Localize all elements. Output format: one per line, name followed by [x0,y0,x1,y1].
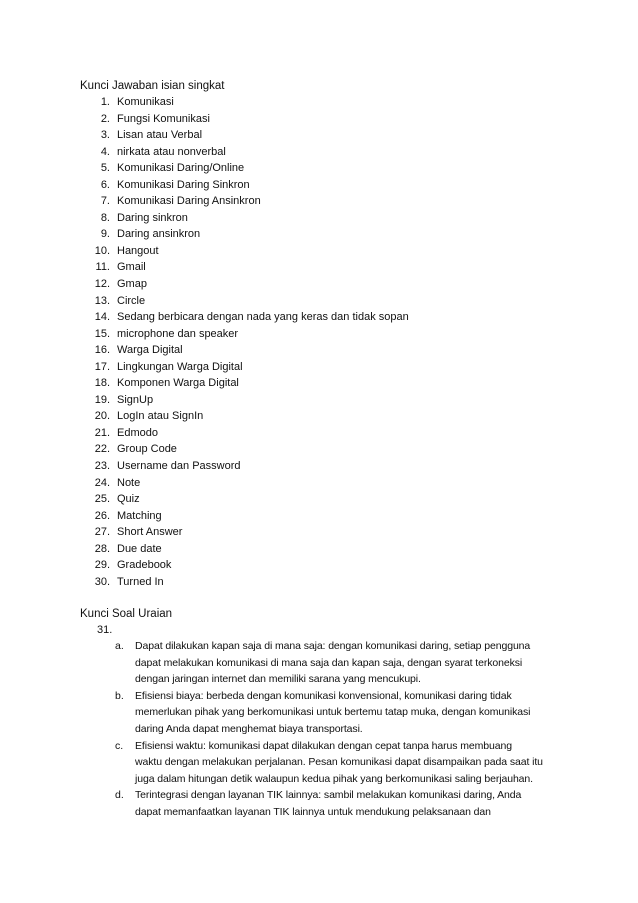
answer-number: 25. [94,493,110,506]
short-answer-key-heading: Kunci Jawaban isian singkat [80,80,225,92]
essay-point [0,787,575,820]
essay-answer-points [0,638,575,821]
answer-number: 7. [100,195,110,208]
answer-number: 5. [100,162,110,175]
essay-point-letter: a. [115,640,124,652]
answer-text: Lisan atau Verbal [117,129,203,142]
answer-text: LogIn atau SignIn [117,410,204,423]
answer-number: 21. [94,426,110,439]
answer-text: Gmail [117,261,146,274]
answer-number: 3. [100,129,110,142]
essay-point [0,738,575,788]
answer-number: 24. [94,476,110,489]
answer-text: Warga Digital [117,344,183,357]
answer-text: nirkata atau nonverbal [117,145,226,158]
answer-number: 10. [94,244,110,257]
answer-text: SignUp [117,393,154,406]
essay-point-text [135,738,575,788]
essay-point-line: waktu dengan melakukan perjalanan. Pesan komunikasi dapat disampaikan pada saat itu [135,756,543,769]
answer-text: Short Answer [117,526,183,539]
essay-point-line: dapat melakukan komunikasi di mana saja dan kapan saja, dengan syarat terkoneksi [135,656,523,669]
answer-number: 18. [94,377,110,390]
answer-number: 13. [94,294,110,307]
answer-number: 20. [94,410,110,423]
answer-text: Gmap [117,278,147,291]
answer-text: Komunikasi Daring Sinkron [117,178,250,191]
answer-text: Quiz [117,493,140,506]
answer-number: 8. [100,211,110,224]
answer-number: 12. [94,278,110,291]
answer-text: Username dan Password [117,460,241,473]
answer-text: Turned In [117,575,164,588]
answer-number: 15. [94,327,110,340]
answer-number: 27. [94,526,110,539]
answer-number: 17. [94,360,110,373]
essay-point-text [135,638,575,688]
answer-number: 23. [94,460,110,473]
answer-number: 6. [100,178,110,191]
answer-text: Komunikasi [117,96,174,108]
answer-number: 19. [94,393,110,406]
answer-text: Hangout [117,244,159,257]
answer-text: Komunikasi Daring Ansinkron [117,195,261,208]
answer-number: 9. [100,228,110,241]
essay-point-line: Terintegrasi dengan layanan TIK lainnya: sambil melakukan komunikasi daring, Anda [135,789,522,802]
answer-text: Sedang berbicara dengan nada yang keras dan tidak sopan [117,311,409,324]
answer-text: Daring sinkron [117,211,188,224]
answer-text: Due date [117,542,162,555]
essay-point [0,688,575,738]
answer-number: 16. [94,344,110,357]
answer-text: Note [117,476,141,489]
answer-number: 11. [95,261,110,274]
answer-text: Komunikasi Daring/Online [117,162,245,175]
answer-number: 4. [100,145,110,158]
essay-point-line: dengan jaringan internet dan memiliki sarana yang mencukupi. [135,673,421,686]
answer-text: Group Code [117,443,177,456]
essay-point-line: Efisiensi waktu: komunikasi dapat dilakukan dengan cepat tanpa harus membuang [135,739,512,752]
answer-text: Fungsi Komunikasi [117,112,210,125]
essay-point-line: juga dalam hitungan detik walaupun kedua pihak yang berkomunikasi saling berjauhan. [135,772,533,785]
essay-point-text [135,787,575,820]
essay-point-line: Efisiensi biaya: berbeda dengan komunikasi konvensional, komunikasi daring tidak [135,689,512,702]
essay-point-text [135,688,575,738]
answer-text: Edmodo [117,426,158,439]
essay-point-line: daring Anda dapat menghemat biaya transportasi. [135,722,363,735]
essay-point-line: Dapat dilakukan kapan saja di mana saja: dengan komunikasi daring, setiap pengguna [135,640,531,652]
answer-text: Daring ansinkron [117,228,201,241]
answer-text: Circle [117,294,146,307]
answer-number: 14. [94,311,110,324]
essay-point-letter: b. [115,689,124,702]
answer-number: 28. [94,542,110,555]
essay-point-letter: c. [115,739,124,752]
answer-number: 30. [94,575,110,588]
answer-text: Komponen Warga Digital [117,377,239,390]
answer-text: Lingkungan Warga Digital [117,360,243,373]
answer-number: 2. [100,112,110,125]
answer-number: 1. [100,96,110,108]
answer-text: microphone dan speaker [117,327,239,340]
answer-text: Matching [117,509,162,522]
essay-point-line: memerlukan pihak yang berkomunikasi untuk bertemu tatap muka, dengan komunikasi [135,706,531,719]
essay-point [0,638,575,688]
answer-number: 26. [94,509,110,522]
essay-key-heading: Kunci Soal Uraian [80,608,173,620]
answer-text: Gradebook [117,559,172,572]
answer-number: 22. [94,443,110,456]
essay-point-letter: d. [115,789,124,802]
answer-number: 29. [94,559,110,572]
essay-point-line: dapat memanfaatkan layanan TIK lainnya untuk mendukung pelaksanaan dan [135,805,491,818]
essay-question-number: 31. [97,624,113,636]
